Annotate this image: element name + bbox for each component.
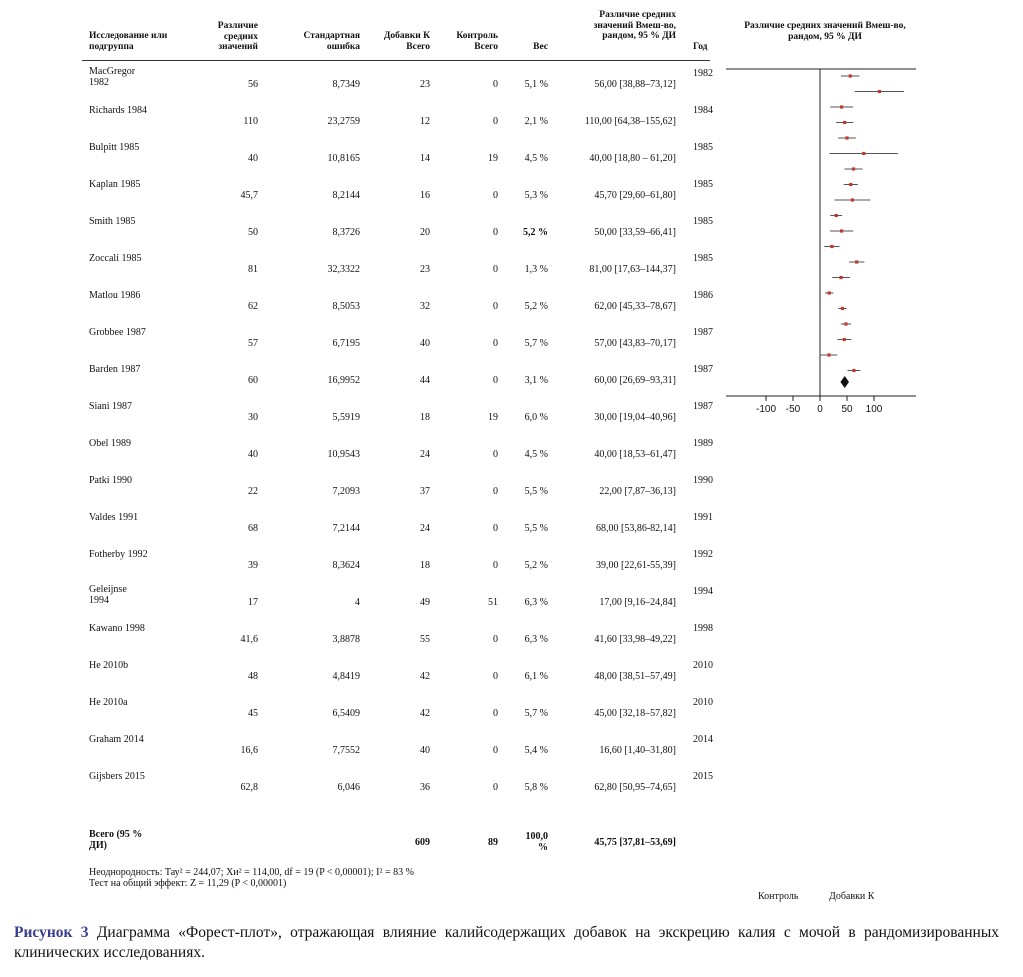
header-mean-diff-ci: Различие средних значений Вмеш-во, рандом, 95 % ДИ [593,10,676,41]
header-ctrl-total: Контроль Всего [456,31,498,52]
year: 2010 [693,697,713,708]
year: 1992 [693,549,713,560]
supplement-total: 49 [420,597,430,608]
study-name: Gijsbers 2015 [89,771,145,782]
control-total: 0 [493,79,498,90]
weight: 5,5 % [524,523,548,534]
year: 1985 [693,253,713,264]
supplement-total: 24 [420,449,430,460]
mean-difference: 50 [248,227,258,238]
control-total: 0 [493,745,498,756]
point-estimate [840,229,843,232]
header-study: Исследование или подгруппа [89,31,168,52]
study-name: Siani 1987 [89,401,133,412]
year: 1987 [693,401,713,412]
control-total: 0 [493,338,498,349]
table-row [0,693,1023,730]
standard-error: 8,3726 [332,227,360,238]
mean-difference: 57 [248,338,258,349]
standard-error: 3,8878 [332,634,360,645]
supplement-total: 32 [420,301,430,312]
study-name: MacGregor 1982 [89,66,136,88]
mean-difference-ci: 40,00 [18,53–61,47] [594,449,676,460]
point-estimate [840,105,843,108]
control-total: 0 [493,375,498,386]
year: 1986 [693,290,713,301]
study-name: Matlou 1986 [89,290,141,301]
standard-error: 6,5409 [332,708,360,719]
standard-error: 7,7552 [332,745,360,756]
year: 1982 [693,68,713,79]
control-total: 0 [493,116,498,127]
mean-difference-ci: 56,00 [38,88–73,12] [594,79,676,90]
control-total: 0 [493,560,498,571]
study-name: Valdes 1991 [89,512,139,523]
standard-error: 7,2144 [332,523,360,534]
supplement-total: 14 [420,153,430,164]
study-name: Smith 1985 [89,216,136,227]
mean-difference-ci: 45,00 [32,18–57,82] [594,708,676,719]
mean-difference: 48 [248,671,258,682]
heterogeneity-text: Неоднородность: Тау² = 244,07; Хи² = 114,00, df = 19 (P < 0,00001); I² = 83 % [89,867,414,878]
weight: 5,7 % [524,338,548,349]
point-estimate [841,307,844,310]
year: 2010 [693,660,713,671]
year: 1985 [693,142,713,153]
study-name: Kawano 1998 [89,623,145,634]
weight: 5,2 % [523,227,548,238]
mean-difference-ci: 40,00 [18,80 – 61,20] [589,153,676,164]
study-name: Patki 1990 [89,475,133,486]
weight: 3,1 % [524,375,548,386]
year: 1987 [693,327,713,338]
table-row [0,730,1023,767]
point-estimate [845,136,848,139]
forest-plot-title: Различие средних значений Вмеш-во, рандом, 95 % ДИ [744,21,906,42]
header-year: Год [693,42,708,52]
mean-difference-ci: 60,00 [26,69–93,31] [594,375,676,386]
year: 1989 [693,438,713,449]
header-diff: Различие средних значений [217,21,258,52]
mean-difference: 60 [248,375,258,386]
mean-difference-ci: 81,00 [17,63–144,37] [589,264,676,275]
study-name: Graham 2014 [89,734,144,745]
table-row [0,656,1023,693]
x-tick-label: -50 [785,404,801,415]
point-estimate [878,90,881,93]
control-total: 0 [493,301,498,312]
study-name: He 2010b [89,660,129,671]
mean-difference: 45 [248,708,258,719]
mean-difference: 62 [248,301,258,312]
control-total: 0 [493,190,498,201]
point-estimate [843,338,846,341]
weight: 5,4 % [524,745,548,756]
weight: 6,0 % [524,412,548,423]
table-header-rule [82,60,710,61]
point-estimate [849,74,852,77]
weight: 5,3 % [524,190,548,201]
standard-error: 4 [355,597,360,608]
year: 1985 [693,179,713,190]
mean-difference: 41,6 [240,634,258,645]
control-total: 0 [493,264,498,275]
weight: 5,8 % [524,782,548,793]
point-estimate [852,167,855,170]
x-tick-label: 100 [865,404,883,415]
study-name: Grobbee 1987 [89,327,146,338]
weight: 5,2 % [524,560,548,571]
standard-error: 6,7195 [332,338,360,349]
mean-difference: 81 [248,264,258,275]
x-tick-label: -100 [755,404,777,415]
control-total: 19 [488,153,498,164]
standard-error: 7,2093 [332,486,360,497]
mean-difference: 62,8 [240,782,258,793]
mean-difference: 45,7 [240,190,258,201]
weight: 5,2 % [524,301,548,312]
study-name: Barden 1987 [89,364,141,375]
legend-supplement: Добавки К [829,891,875,902]
year: 1994 [693,586,713,597]
x-tick-label: 50 [841,404,853,415]
supplement-total: 23 [420,264,430,275]
point-estimate [844,322,847,325]
standard-error: 5,5919 [332,412,360,423]
standard-error: 32,3322 [327,264,360,275]
weight: 5,5 % [524,486,548,497]
overall-diamond [840,376,849,388]
standard-error: 10,8165 [327,153,360,164]
control-total: 0 [493,708,498,719]
mean-difference-ci: 68,00 [53,86-82,14] [596,523,676,534]
study-name: Kaplan 1985 [89,179,141,190]
study-name: Geleijnse 1994 [89,584,127,606]
point-estimate [839,276,842,279]
header-weight: Вес [533,42,548,52]
control-total: 19 [488,412,498,423]
weight: 5,7 % [524,708,548,719]
mean-difference-ci: 62,80 [50,95–74,65] [594,782,676,793]
total-supp: 609 [415,837,430,848]
study-name: Fotherby 1992 [89,549,148,560]
forest-plot [720,60,920,420]
mean-difference: 22 [248,486,258,497]
study-name: Richards 1984 [89,105,148,116]
total-ci: 45,75 [37,81–53,69] [594,837,676,848]
mean-difference: 56 [248,79,258,90]
supplement-total: 42 [420,671,430,682]
year: 1990 [693,475,713,486]
mean-difference: 40 [248,449,258,460]
weight: 6,1 % [524,671,548,682]
point-estimate [828,291,831,294]
point-estimate [855,260,858,263]
supplement-total: 18 [420,412,430,423]
legend-control: Контроль [758,891,799,902]
table-row [0,508,1023,545]
standard-error: 8,7349 [332,79,360,90]
year: 1984 [693,105,713,116]
table-row [0,434,1023,471]
standard-error: 8,2144 [332,190,360,201]
year: 1998 [693,623,713,634]
standard-error: 6,046 [337,782,360,793]
mean-difference-ci: 48,00 [38,51–57,49] [594,671,676,682]
point-estimate [851,198,854,201]
year: 1991 [693,512,713,523]
year: 1987 [693,364,713,375]
supplement-total: 40 [420,338,430,349]
supplement-total: 40 [420,745,430,756]
control-total: 51 [488,597,498,608]
mean-difference: 110 [243,116,258,127]
x-tick-label: 0 [817,404,823,415]
weight: 6,3 % [524,597,548,608]
study-name: Bulpitt 1985 [89,142,140,153]
supplement-total: 16 [420,190,430,201]
mean-difference-ci: 22,00 [7,87–36,13] [599,486,676,497]
mean-difference-ci: 39,00 [22,61-55,39] [596,560,676,571]
point-estimate [849,183,852,186]
mean-difference: 39 [248,560,258,571]
year: 2015 [693,771,713,782]
supplement-total: 18 [420,560,430,571]
standard-error: 23,2759 [327,116,360,127]
weight: 6,3 % [524,634,548,645]
statistics-footer [89,867,414,889]
mean-difference-ci: 50,00 [33,59–66,41] [594,227,676,238]
mean-difference-ci: 30,00 [19,04–40,96] [594,412,676,423]
year: 1985 [693,216,713,227]
point-estimate [852,369,855,372]
point-estimate [862,152,865,155]
standard-error: 8,3624 [332,560,360,571]
supplement-total: 24 [420,523,430,534]
total-weight: 100,0 % [525,831,548,853]
header-supp-total: Добавки К Всего [383,31,430,52]
table-row [0,471,1023,508]
point-estimate [827,353,830,356]
overall-effect-text: Тест на общий эффект: Z = 11,29 (P < 0,00001) [89,878,287,889]
control-total: 0 [493,449,498,460]
study-name: Obel 1989 [89,438,131,449]
table-row [0,582,1023,619]
mean-difference: 17 [248,597,258,608]
point-estimate [835,214,838,217]
supplement-total: 44 [420,375,430,386]
control-total: 0 [493,523,498,534]
study-name: He 2010a [89,697,128,708]
total-ctrl: 89 [488,837,498,848]
mean-difference-ci: 110,00 [64,38–155,62] [584,116,676,127]
control-total: 0 [493,634,498,645]
figure-caption-text: Диаграмма «Форест-плот», отражающая влияние калийсодержащих добавок на экскрецию калия с мочой в рандомизированных клинических исследованиях. [14,924,1000,961]
mean-difference: 40 [248,153,258,164]
control-total: 0 [493,671,498,682]
table-row [0,767,1023,804]
study-name: Zoccali 1985 [89,253,142,264]
figure-label: Рисунок 3 [14,924,89,941]
supplement-total: 23 [420,79,430,90]
year: 2014 [693,734,713,745]
mean-difference-ci: 57,00 [43,83–70,17] [594,338,676,349]
control-total: 0 [493,486,498,497]
weight: 4,5 % [524,153,548,164]
standard-error: 16,9952 [327,375,360,386]
supplement-total: 36 [420,782,430,793]
mean-difference-ci: 45,70 [29,60–61,80] [594,190,676,201]
table-row [0,545,1023,582]
weight: 1,3 % [524,264,548,275]
weight: 2,1 % [524,116,548,127]
mean-difference-ci: 41,60 [33,98–49,22] [594,634,676,645]
mean-difference-ci: 62,00 [45,33–78,67] [594,301,676,312]
mean-difference: 30 [248,412,258,423]
supplement-total: 55 [420,634,430,645]
supplement-total: 20 [420,227,430,238]
point-estimate [843,121,846,124]
control-total: 0 [493,782,498,793]
supplement-total: 37 [420,486,430,497]
figure-caption [14,923,999,963]
total-label: Всего (95 % ДИ) [89,829,143,851]
control-total: 0 [493,227,498,238]
table-row [0,619,1023,656]
mean-difference: 68 [248,523,258,534]
standard-error: 10,9543 [327,449,360,460]
point-estimate [830,245,833,248]
mean-difference-ci: 16,60 [1,40–31,80] [599,745,676,756]
mean-difference-ci: 17,00 [9,16–24,84] [599,597,676,608]
supplement-total: 12 [420,116,430,127]
standard-error: 8,5053 [332,301,360,312]
weight: 4,5 % [524,449,548,460]
weight: 5,1 % [524,79,548,90]
standard-error: 4,8419 [332,671,360,682]
supplement-total: 42 [420,708,430,719]
header-se: Стандартная ошибка [303,31,360,52]
mean-difference: 16,6 [240,745,258,756]
